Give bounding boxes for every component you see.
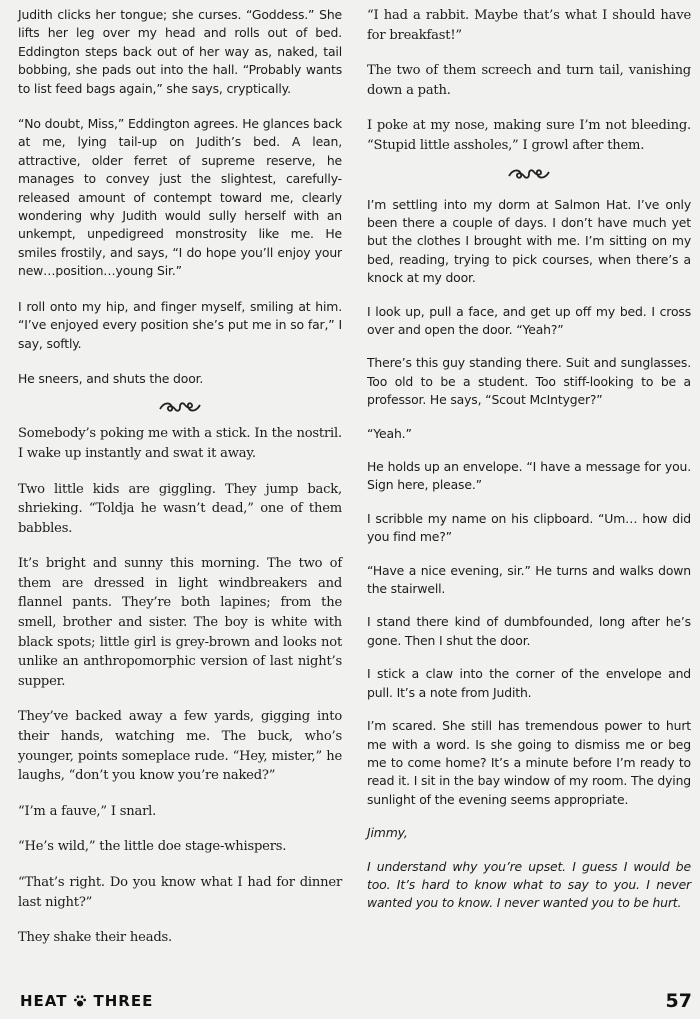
- magazine-title-right: THREE: [93, 992, 154, 1010]
- left-paragraph-1: Judith clicks her tongue; she curses. “Goddess.” She lifts her leg over my head and rolls out of bed. Eddington steps back out of her way as, naked, tail bobbing, she pads out into the hall. “Probably wants to list feed bags again,” she says, cryptically.: [18, 7, 342, 96]
- right-paragraph-2: The two of them screech and turn tail, vanishing down a path.: [367, 63, 691, 98]
- right-paragraph-12: I stick a claw into the corner of the envelope and pull. It’s a note from Judith.: [367, 666, 691, 700]
- right-paragraph-5: I look up, pull a face, and get up off my bed. I cross over and open the door. “Yeah?”: [367, 303, 691, 337]
- section-break-ornament-icon: [367, 164, 691, 184]
- left-paragraph-8: They’ve backed away a few yards, gigging into their hands, watching me. The buck, who’s younger, points someplace rude. “Hey, mister,” he laughs, “don’t you know you’re naked?”: [18, 709, 342, 784]
- right-paragraph-4: I’m settling into my dorm at Salmon Hat. I’ve only been there a couple of days. I don’t have much yet but the clothes I brought with me. I’m sitting on my bed, reading, trying to pick courses, when there’s a knock at my door.: [367, 196, 691, 286]
- page-number: 57: [665, 990, 692, 1012]
- right-paragraph-9: I scribble my name on his clipboard. “Um… how did you find me?”: [367, 510, 691, 545]
- left-paragraph-12: They shake their heads.: [18, 930, 172, 946]
- paw-print-icon: [73, 991, 87, 1015]
- left-paragraph-5: Somebody’s poking me with a stick. In the nostril. I wake up instantly and swat it away.: [18, 426, 342, 461]
- right-column: [367, 6, 691, 913]
- left-paragraph-11: “That’s right. Do you know what I had for dinner last night?”: [18, 875, 342, 910]
- left-column: [18, 6, 342, 948]
- left-paragraph-3: I roll onto my hip, and finger myself, smiling at him. “I’ve enjoyed every position she’s put me in so far,” I say, softly.: [18, 298, 342, 351]
- left-paragraph-2: “No doubt, Miss,” Eddington agrees. He glances back at me, lying tail-up on Judith’s bed. A lean, attractive, older ferret of supreme reserve, he manages to convey just the slightest, carefully-released amount of contempt toward me, clearly wondering why Judith would sully herself with an unkempt, unpedigreed monstrosity like me. He smiles frostily, and says, “I do hope you’ll enjoy your new…position…young Sir.”: [18, 116, 342, 279]
- right-paragraph-11: I stand there kind of dumbfounded, long after he’s gone. Then I shut the door.: [367, 614, 691, 648]
- right-paragraph-13: I’m scared. She still has tremendous power to hurt me with a word. Is she going to dismiss me or beg me to come home? It’s a minute before I’m ready to read it. I sit in the bay window of my room. The dying sunlight of the evening seems appropriate.: [367, 718, 691, 807]
- left-paragraph-4: He sneers, and shuts the door.: [18, 370, 204, 386]
- right-paragraph-6: There’s this guy standing there. Suit and sunglasses. Too old to be a student. Too stiff-looking to be a professor. He says, “Scout McIntyger?”: [367, 355, 691, 408]
- right-paragraph-8: He holds up an envelope. “I have a message for you. Sign here, please.”: [367, 459, 691, 493]
- right-paragraph-10: “Have a nice evening, sir.” He turns and walks down the stairwell.: [367, 562, 691, 597]
- right-paragraph-7: “Yeah.”: [367, 425, 412, 441]
- letter-body: I understand why you’re upset. I guess I would be too. It’s hard to know what to say to you. I never wanted you to know. I never wanted you to be hurt.: [367, 858, 691, 911]
- letter-salutation: Jimmy,: [367, 825, 408, 841]
- section-break-ornament-icon: [18, 396, 342, 416]
- left-paragraph-9: “I’m a fauve,” I snarl.: [18, 803, 157, 819]
- magazine-title-left: HEAT: [20, 992, 68, 1010]
- page-footer: [20, 989, 692, 1013]
- right-paragraph-3: I poke at my nose, making sure I’m not bleeding. “Stupid little assholes,” I growl after them.: [367, 118, 691, 153]
- left-paragraph-6: Two little kids are giggling. They jump back, shrieking. “Toldja he wasn’t dead,” one of them babbles.: [18, 481, 342, 536]
- left-paragraph-10: “He’s wild,” the little doe stage-whispers.: [18, 839, 287, 855]
- magazine-title: [20, 989, 153, 1015]
- right-paragraph-1: “I had a rabbit. Maybe that’s what I should have for breakfast!”: [367, 8, 691, 43]
- left-paragraph-7: It’s bright and sunny this morning. The two of them are dressed in light windbreakers and flannel pants. They’re both lapines; from the smell, brother and sister. The boy is white with black spots; little girl is grey-brown and looks not unlike an anthropomorphic version of last night’s supper.: [18, 556, 342, 689]
